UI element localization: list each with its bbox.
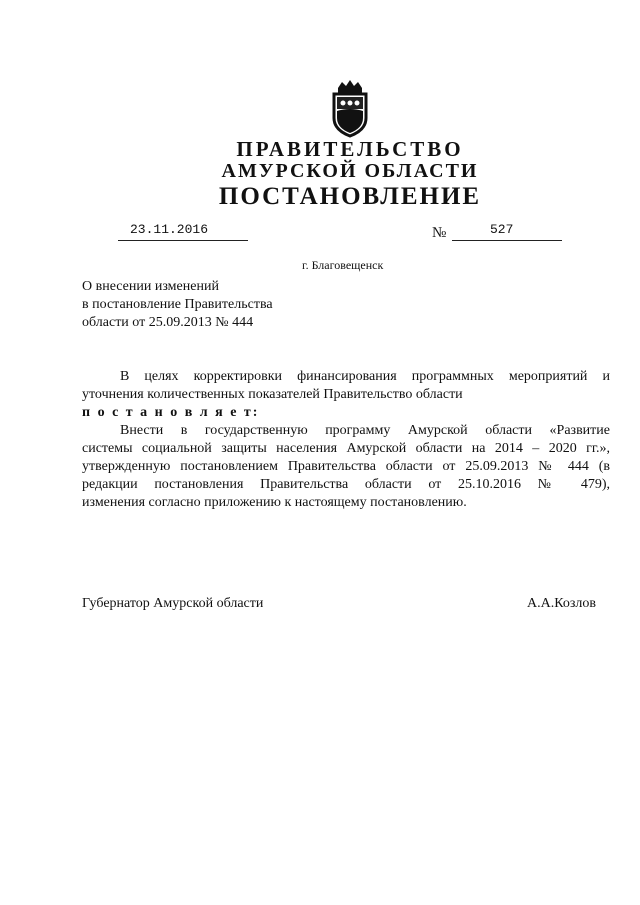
preamble-line: В целях корректировки финансирования программных мероприятий и [120,369,610,384]
resolution-line: изменения согласно приложению к настоящему постановлению. [82,495,467,510]
decree-number: 527 [490,222,514,237]
resolution-line: редакции постановления Правительства области от 25.10.2016 № 479), [82,477,610,492]
government-title-line1: ПРАВИТЕЛЬСТВО [236,137,464,161]
date-underline [118,240,248,241]
signatory-position: Губернатор Амурской области [82,596,264,611]
number-sign: № [432,225,447,241]
subject-line: О внесении изменений [82,279,219,294]
resolution-line: утвержденную постановлением Правительства области от 25.09.2013 № 444 (в [82,459,610,474]
resolution-line: Внести в государственную программу Амурской области «Развитие [120,423,610,438]
subject-line: области от 25.09.2013 № 444 [82,315,254,330]
resolution-line: системы социальной защиты населения Амурской области на 2014 – 2020 гг.», [82,441,610,456]
number-underline [452,240,562,241]
decree-date: 23.11.2016 [130,222,209,237]
subject-line: в постановление Правительства [82,297,273,312]
government-title-line2: АМУРСКОЙ ОБЛАСТИ [221,160,479,182]
signatory-name: А.А.Козлов [527,596,596,611]
document-type-title: ПОСТАНОВЛЕНИЕ [218,183,482,210]
city: г. Благовещенск [302,258,384,272]
coat-of-arms-icon [328,78,372,138]
decision-word: п о с т а н о в л я е т: [82,405,260,420]
preamble-line: уточнения количественных показателей Правительство области [82,387,463,402]
